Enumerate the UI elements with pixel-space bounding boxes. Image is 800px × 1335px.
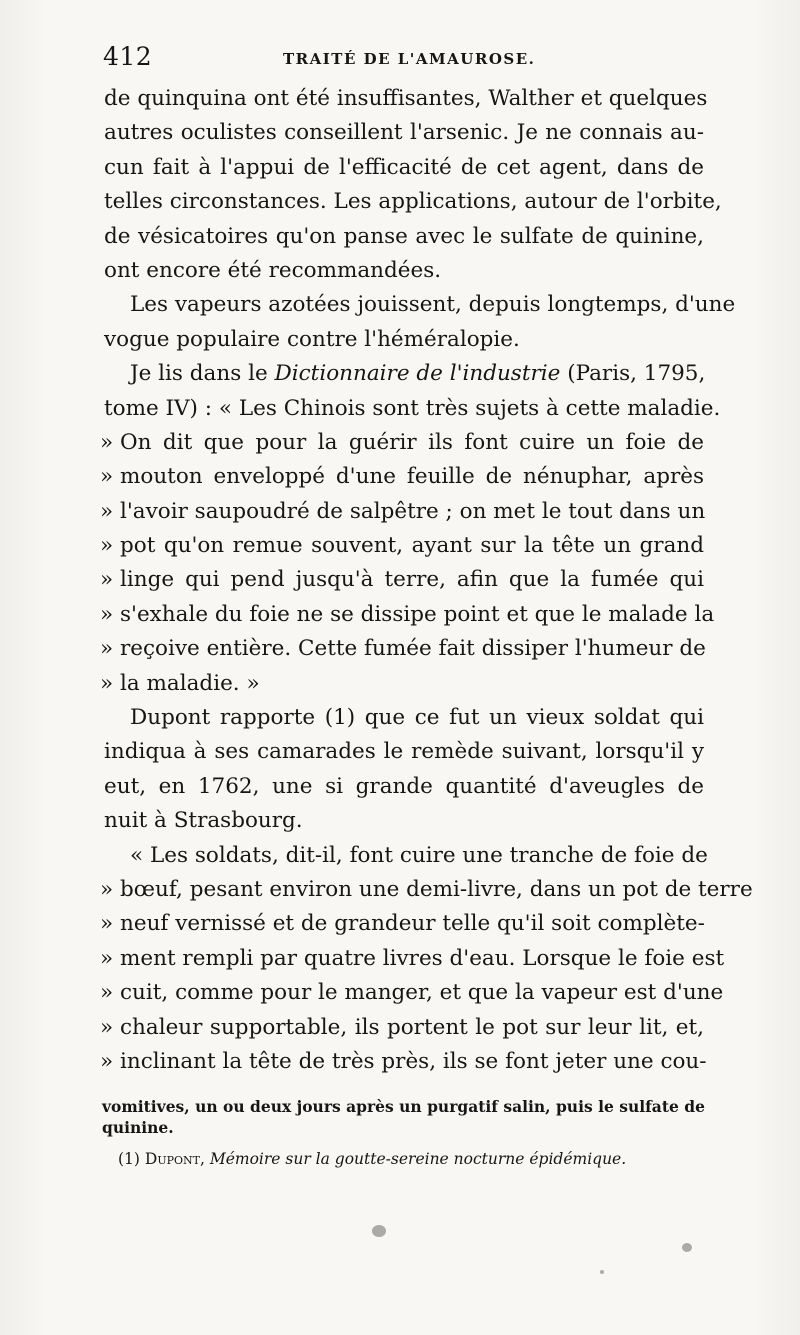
quote-mark: »: [100, 911, 114, 937]
quote-mark: »: [100, 945, 114, 971]
text-segment: cuit, comme pour le manger, et que la vapeur est d'une: [120, 980, 724, 1006]
quoted-line: [100, 426, 704, 460]
footnote: [118, 1150, 698, 1168]
quote-mark: »: [100, 876, 114, 902]
text-segment: bœuf, pesant environ une demi-livre, dans un pot de terre: [120, 876, 753, 902]
text-segment: la maladie. »: [120, 670, 260, 696]
text-line: nuit à Strasbourg.: [104, 808, 303, 834]
footnote-continuation: [102, 1096, 705, 1138]
running-title: TRAITÉ DE L'AMAUROSE.: [283, 50, 536, 68]
text-segment: reçoive entière. Cette fumée fait dissiper l'humeur de: [120, 636, 706, 662]
page-header: [103, 42, 703, 78]
text-segment: linge qui pend jusqu'à terre, afin que la fumée qui: [120, 567, 704, 593]
quoted-line: [100, 907, 705, 941]
footnote-line: vomitives, un ou deux jours après un purgatif salin, puis le sulfate de: [102, 1097, 705, 1116]
quoted-line: [100, 598, 715, 632]
text-line: indiqua à ses camarades le remède suivant, lorsqu'il y: [104, 739, 704, 765]
text-line: « Les soldats, dit-il, font cuire une tranche de foie de: [130, 842, 708, 868]
paper-speck: [600, 1270, 604, 1274]
quote-mark: »: [100, 533, 114, 559]
footnote-author: Dupont,: [144, 1150, 205, 1168]
quoted-line: [100, 1045, 707, 1079]
text-segment: s'exhale du foie ne se dissipe point et que le malade la: [120, 601, 715, 627]
text-line: Les vapeurs azotées jouissent, depuis longtemps, d'une: [130, 292, 736, 318]
quoted-line: [100, 1011, 704, 1045]
quote-mark: »: [100, 567, 114, 593]
quote-mark: »: [100, 498, 114, 524]
quoted-line: [100, 873, 753, 907]
quoted-line: [100, 632, 706, 666]
text-segment: On dit que pour la guérir ils font cuire un foie de: [120, 429, 704, 455]
quoted-line: [100, 667, 704, 701]
main-text: [100, 82, 753, 1079]
quote-mark: »: [100, 464, 114, 490]
text-line: cun fait à l'appui de l'efficacité de cet agent, dans de: [104, 154, 704, 180]
quote-mark: »: [100, 1014, 114, 1040]
text-segment: ment rempli par quatre livres d'eau. Lorsque le foie est: [120, 945, 725, 971]
quote-mark: »: [100, 429, 114, 455]
quoted-line: [100, 976, 724, 1010]
footnote-marker: (1): [118, 1150, 140, 1168]
text-line: ont encore été recommandées.: [104, 257, 442, 283]
text-line: eut, en 1762, une si grande quantité d'aveugles de: [104, 773, 704, 799]
text-line: de vésicatoires qu'on panse avec le sulfate de quinine,: [104, 223, 704, 249]
text-segment: neuf vernissé et de grandeur telle qu'il soit complète-: [120, 911, 705, 937]
text-segment: inclinant la tête de très près, ils se font jeter une cou-: [120, 1048, 707, 1074]
quote-mark: »: [100, 670, 114, 696]
paper-speck: [682, 1243, 692, 1252]
text-segment: pot qu'on remue souvent, ayant sur la tête un grand: [120, 533, 704, 559]
quote-mark: »: [100, 601, 114, 627]
text-segment: Je lis dans le: [130, 361, 275, 387]
text-line: autres oculistes conseillent l'arsenic. Je ne connais au-: [104, 120, 704, 146]
text-line: telles circonstances. Les applications, autour de l'orbite,: [104, 189, 722, 215]
text-line: vogue populaire contre l'héméralopie.: [104, 326, 520, 352]
text-segment: (Paris, 1795,: [560, 361, 706, 387]
quote-mark: »: [100, 980, 114, 1006]
text-line: tome IV) : « Les Chinois sont très sujets à cette maladie.: [104, 395, 721, 421]
text-line: de quinquina ont été insuffisantes, Walther et quelques: [104, 86, 708, 111]
quoted-line: [100, 529, 704, 563]
quote-mark: »: [100, 636, 114, 662]
quoted-line: [100, 942, 725, 976]
text-segment: l'avoir saupoudré de salpêtre ; on met le tout dans un: [120, 498, 706, 524]
quoted-line: [100, 563, 704, 597]
footnote-title: Mémoire sur la goutte-sereine nocturne épidémique.: [209, 1150, 627, 1168]
quote-mark: »: [100, 1048, 114, 1074]
book-title: Dictionnaire de l'industrie: [274, 361, 561, 387]
quoted-line: [100, 495, 706, 529]
quoted-line: [100, 460, 704, 494]
text-segment: chaleur supportable, ils portent le pot sur leur lit, et,: [120, 1014, 704, 1040]
text-line: Dupont rapporte (1) que ce fut un vieux soldat qui: [130, 705, 704, 731]
page-number: 412: [103, 42, 153, 71]
text-line: [104, 357, 704, 391]
footnote-line: quinine.: [102, 1118, 174, 1137]
text-segment: mouton enveloppé d'une feuille de nénuphar, après: [120, 464, 704, 490]
paper-speck: [372, 1225, 386, 1237]
